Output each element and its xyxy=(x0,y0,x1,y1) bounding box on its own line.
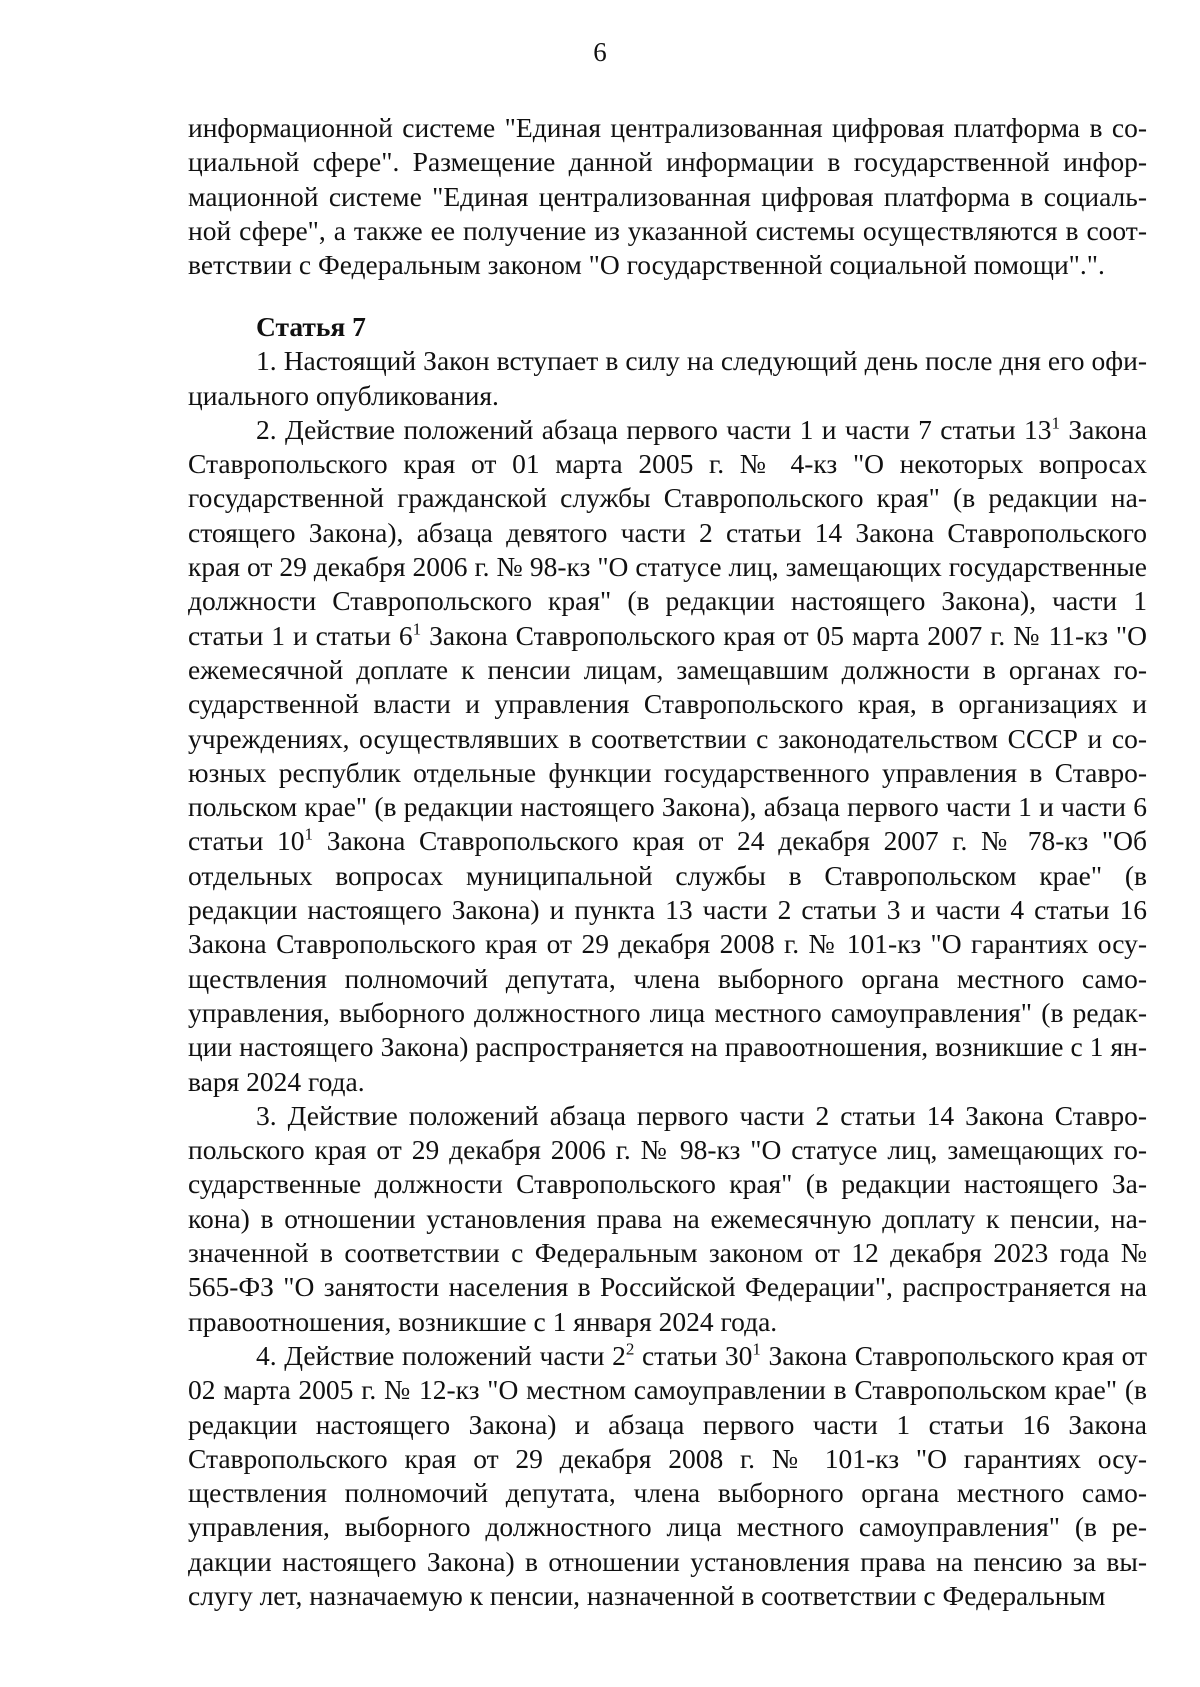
paragraph-text: 3. Действие положений абзаца первого части 2 статьи 14 Закона Ставропольского края от 29 декабря 2006 г. № 98-кз "О статусе лиц, замещающих государственные должности Ставропольского края" (в редакции настоящего Закона) в отношении установления права на ежемесячную доплату к пенсии, назначенной в соответствии с Федеральным законом от 12 декабря 2023 года № 565-ФЗ "О занятости населения в Российской Федерации", распространяется на правоотношения, возникшие с 1 января 2024 года. xyxy=(188,1099,1147,1337)
paragraph-text: Закона Ставропольского края от 02 марта 2005 г. № 12-кз "О местном самоуправлении в Ставропольском крае" (в редакции настоящего Закона) и абзаца первого части 1 статьи 16 Закона Ставропольского края от 29 декабря 2008 г. № 101-кз "О гарантиях осуществления полномочий депутата, члена выборного органа местного самоуправления, выборного должностного лица местного самоуправления" (в редакции настоящего Закона) в отношении установления права на пенсию за выслугу лет, назначаемую к пенсии, назначенной в соответствии с Федеральным xyxy=(188,1339,1147,1611)
superscript: 1 xyxy=(1051,413,1060,433)
paragraph-text: Закона Ставропольского края от 24 декабря 2007 г. № 78-кз "Об отдельных вопросах муниципальной службы в Ставропольском крае" (в редакции настоящего Закона) и пункта 13 части 2 статьи 3 и части 4 статьи 16 Закона Ставропольского края от 29 декабря 2008 г. № 101-кз "О гарантиях осуществления полномочий депутата, члена выборного органа местного самоуправления, выборного должностного лица местного самоуправления" (в редакции настоящего Закона) распространяется на правоотношения, возникшие с 1 января 2024 года. xyxy=(188,825,1147,1097)
superscript: 1 xyxy=(412,619,422,639)
paragraph-text: 4. Действие положений части 2 xyxy=(256,1339,626,1371)
superscript: 1 xyxy=(304,824,314,844)
paragraph-text: Закона Ставропольского края от 05 марта 2007 г. № 11-кз "О ежемесячной доплате к пенсии лицам, замещавшим должности в органах государственной власти и управления Ставропольского края, в организациях и учреждениях, осуществлявших в соответствии с законодательством СССР и союзных республик отдельные функции государственного управления в Ставропольском крае" (в редакции настоящего Закона), абзаца первого части 1 и части 6 статьи 10 xyxy=(188,619,1147,857)
superscript: 2 xyxy=(625,1339,635,1359)
article-paragraphs xyxy=(188,344,1147,1613)
intro-text: информационной системе "Единая централизованная цифровая платформа в социальной сфере". Размещение данной информации в государственной информационной системе "Единая централизованная цифровая платформа в социальной сфере", а также ее получение из указанной системы осуществляются в соответствии с Федеральным законом "О государственной социальной помощи".". xyxy=(188,112,1147,281)
article-paragraph-4 xyxy=(188,1339,1147,1613)
page-number: 6 xyxy=(593,37,607,67)
article-heading: Статья 7 xyxy=(256,311,366,342)
article-7 xyxy=(188,310,1147,1613)
article-paragraph-1 xyxy=(188,344,1147,413)
paragraph-text: статьи 30 xyxy=(634,1339,753,1371)
paragraph-text: Закона Ставропольского края от 01 марта 2005 г. № 4-кз "О некоторых вопросах государственной гражданской службы Ставропольского края" (в редакции настоящего Закона), абзаца девятого части 2 статьи 14 Закона Ставропольского края от 29 декабря 2006 г. № 98-кз "О статусе лиц, замещающих государственные должности Ставропольского края" (в редакции настоящего Закона), части 1 статьи 1 и статьи 6 xyxy=(188,413,1147,651)
paragraph-text: 2. Действие положений абзаца первого части 1 и части 7 статьи 13 xyxy=(256,413,1052,445)
article-paragraph-2 xyxy=(188,413,1147,1099)
superscript: 1 xyxy=(752,1339,761,1359)
paragraph-text: 1. Настоящий Закон вступает в силу на следующий день после дня его официального опубликования. xyxy=(188,345,1147,411)
intro-paragraph xyxy=(188,111,1147,282)
article-paragraph-3 xyxy=(188,1099,1147,1339)
